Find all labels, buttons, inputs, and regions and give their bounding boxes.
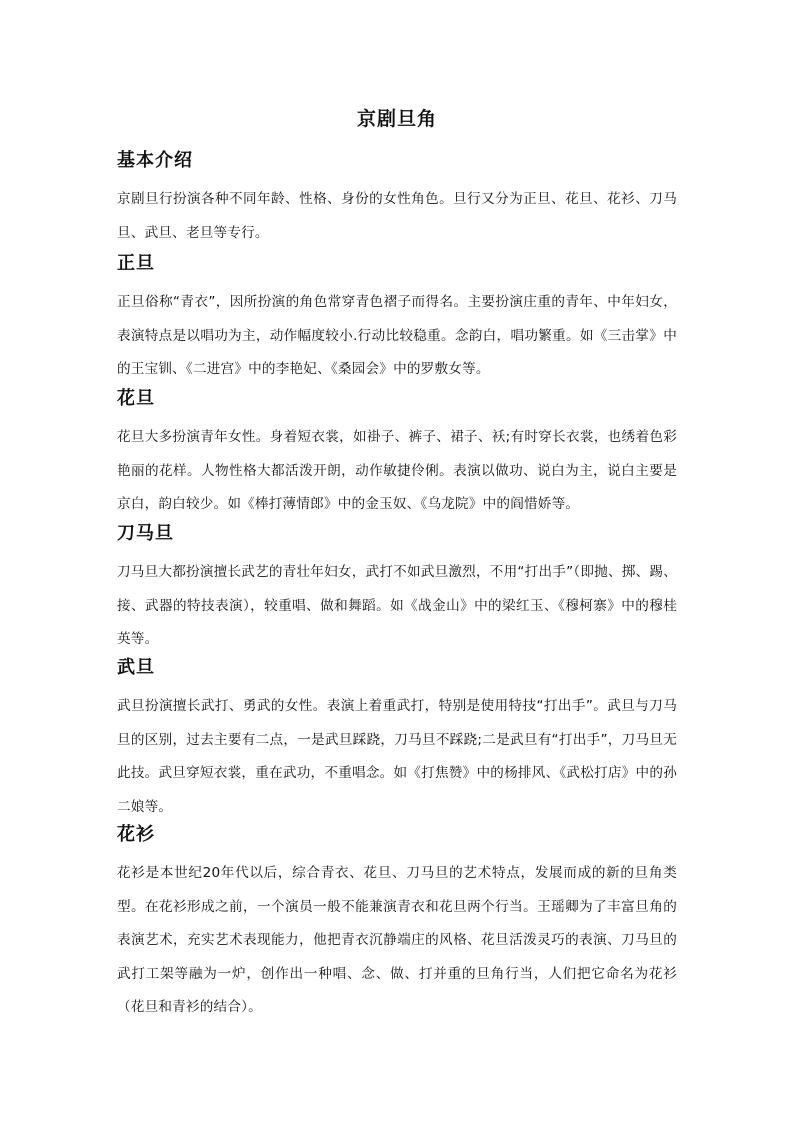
section-body: 京剧旦行扮演各种不同年龄、性格、身份的女性角色。旦行又分为正旦、花旦、花衫、刀马旦、武旦、老旦等专行。 [117,191,677,241]
section-huadan [117,385,677,522]
section-zhengdan [117,250,677,387]
section-heading: 刀马旦 [117,523,174,544]
section-body: 花衫是本世纪20年代以后，综合青衣、花旦、刀马旦的艺术特点，发展而成的新的旦角类型。在花衫形成之前，一个演员一般不能兼演青衣和花旦两个行当。王瑶卿为了丰富旦角的表演艺术，充实艺术表现能力，他把青衣沉静端庄的风格、花旦活泼灵巧的表演、刀马旦的武打工架等融为一炉，创作出一种唱、念、做、打并重的旦角行当，人们把它命名为花衫（花旦和青衫的结合）。 [117,865,677,1015]
section-body: 花旦大多扮演青年女性。身着短衣裳，如褂子、裤子、裙子、袄;有时穿长衣裳，也绣着色彩艳丽的花样。人物性格大都活泼开朗，动作敏捷伶俐。表演以做功、说白为主，说白主要是京白，韵白较少。如《棒打薄情郎》中的金玉奴、《乌龙院》中的阎惜娇等。 [117,429,677,512]
section-body: 正旦俗称“青衣”，因所扮演的角色常穿青色褶子而得名。主要扮演庄重的青年、中年妇女，表演特点是以唱功为主，动作幅度较小.行动比较稳重。念韵白，唱功繁重。如《三击掌》中的王宝钏、《二进宫》中的李艳妃、《桑园会》中的罗敷女等。 [117,294,677,377]
section-basic-intro [117,147,677,250]
section-wudan [117,654,677,824]
section-heading: 正旦 [117,253,155,274]
document-title: 京剧旦角 [356,108,437,130]
section-heading: 基本介绍 [117,150,193,171]
section-heading: 花旦 [117,388,155,409]
section-daomadan [117,520,677,657]
section-body: 刀马旦大都扮演擅长武艺的青壮年妇女，武打不如武旦激烈，不用“打出手”（即抛、掷、踢、接、武器的特技表演），较重唱、做和舞蹈。如《战金山》中的梁红玉、《穆柯寨》中的穆桂英等。 [117,564,677,647]
section-body: 武旦扮演擅长武打、勇武的女性。表演上着重武打，特别是使用特技“打出手”。武旦与刀马旦的区别，过去主要有二点，一是武旦踩跷，刀马旦不踩跷;二是武旦有“打出手”，刀马旦无此技。武旦穿短衣裳，重在武功，不重唱念。如《打焦赞》中的杨排风、《武松打店》中的孙二娘等。 [117,698,677,815]
section-huashan [117,821,677,1025]
section-heading: 花衫 [117,824,155,845]
section-heading: 武旦 [117,657,155,678]
